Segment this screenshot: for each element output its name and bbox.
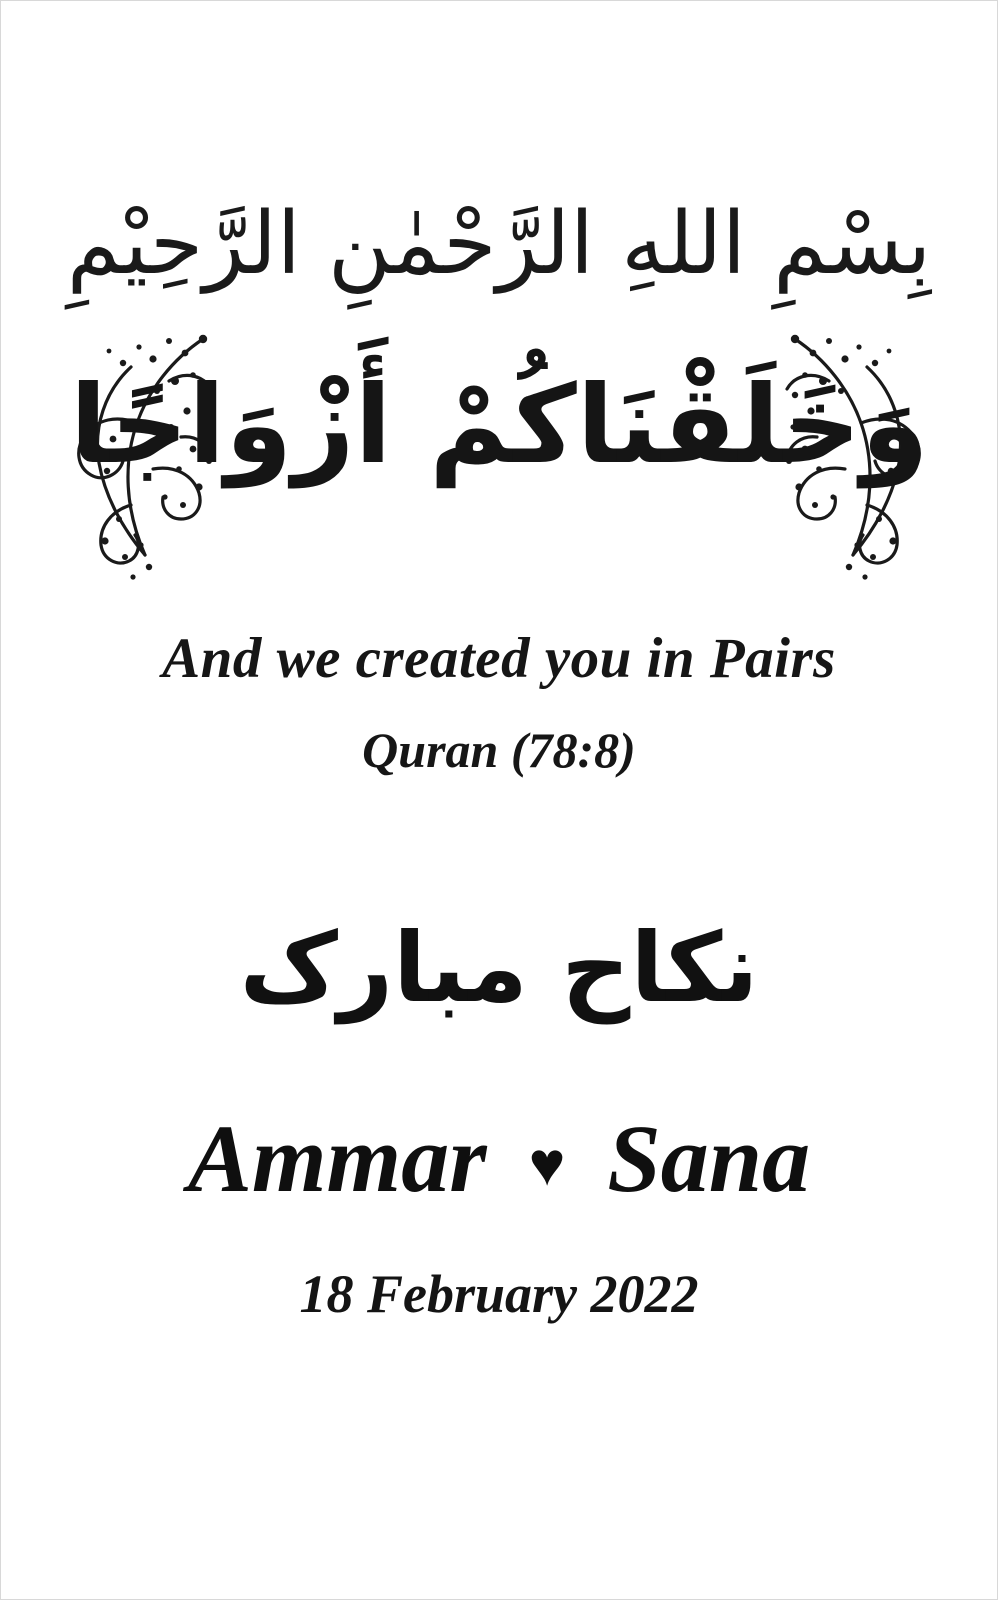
bismillah-calligraphy: بِسْمِ اللهِ الرَّحْمٰنِ الرَّحِيْمِ — [66, 194, 932, 294]
bride-name: Sana — [607, 1105, 811, 1212]
quran-verse-reference: Quran (78:8) — [362, 722, 636, 778]
nikkah-mubarak-urdu: نکاح مبارک — [239, 912, 759, 1024]
quran-verse-english: And we created you in Pairs — [162, 627, 836, 690]
groom-name: Ammar — [187, 1105, 487, 1212]
event-date: 18 February 2022 — [299, 1264, 699, 1324]
couple-names — [1, 1105, 997, 1212]
quran-verse-arabic: وَخَلَقْنَاكُمْ أَزْوَاجًا — [69, 363, 929, 488]
heart-icon: ♥ — [528, 1131, 566, 1199]
